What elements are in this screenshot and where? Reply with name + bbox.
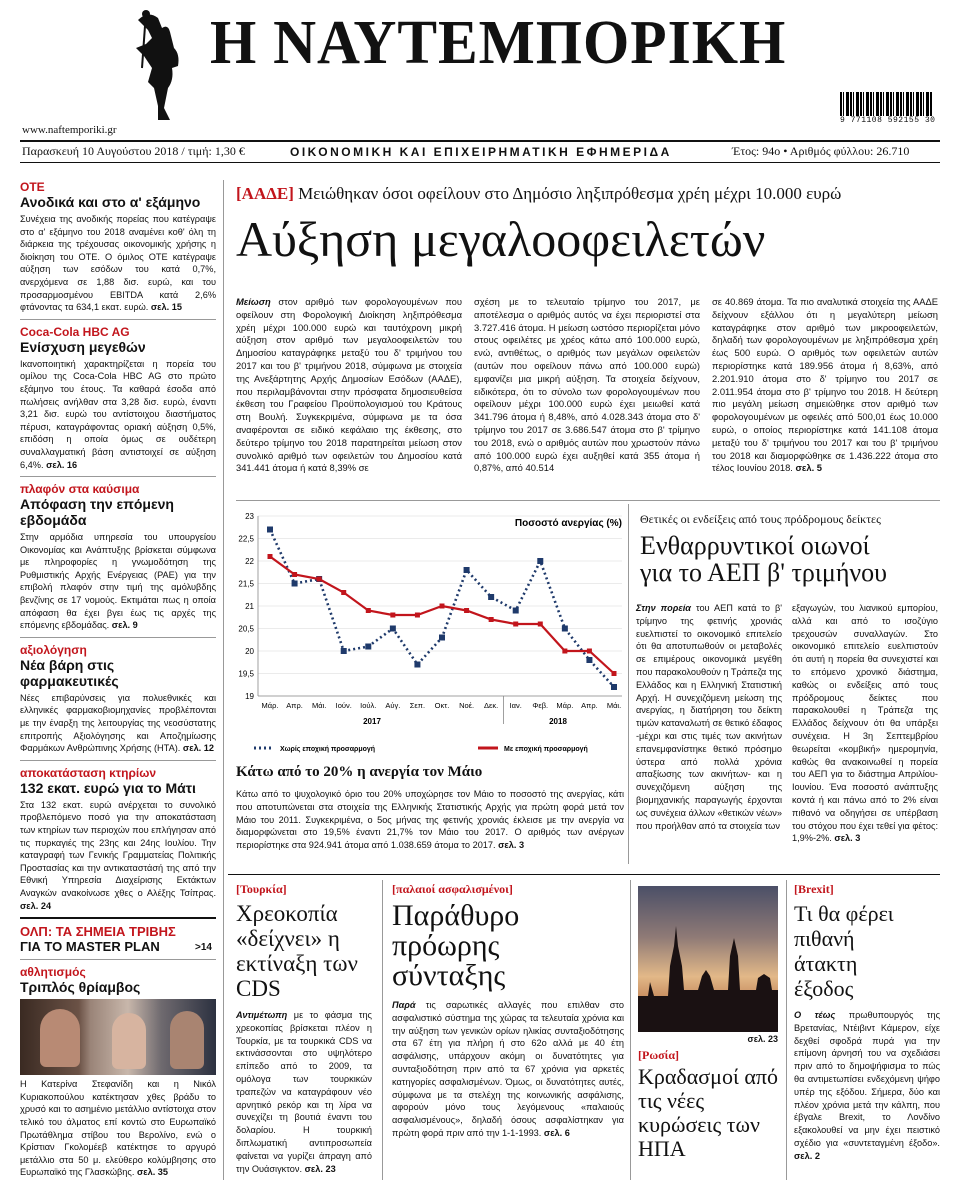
story-tag: [Brexit] — [794, 882, 834, 896]
series-2-point — [341, 590, 346, 595]
story-body: Ικανοποιητική χαρακτηρίζεται η πορεία του ομίλου της Coca-Cola HBC AG στο πρώτο εξάμηνο του έτους. Τα καθαρά έσοδα από πωλήσεις ανήλθαν στα 3,28 δισ. ευρώ, έναντι 3,21 δισ. ευρώ του αντίστοιχου διαστήματος πέρυσι, καταγράφοντας οριακή αύξηση 0,5%, επιδόση η οποία όμως σε ουδέτερη συναλλαγματική βάση αντιστοιχεί σε αύξηση 6,4%. σελ. 16 — [20, 358, 216, 470]
story-turkey[interactable] — [236, 882, 372, 1175]
y-tick-label: 21 — [245, 602, 254, 611]
story-body: Νέες επιβαρύνσεις για πολυεθνικές και ελληνικές φαρμακοβιομηχανίες προβλέπονται με την έναρξη της λειτουργίας της νεοσύστατης επιτροπής Αξιολόγησης και Αποζημίωσης Φαρμάκων Ανθρώπινης Χρήσης (ΗΤΑ). σελ. 12 — [20, 692, 216, 754]
story-mati[interactable] — [20, 766, 216, 912]
story-body: Παρά τις σαρωτικές αλλαγές που επιλθαν στο ασφαλιστικό σύστημα της χώρας τα τελευταία χρόνια και την αύξηση των γενικών ορίων ηλικίας συνταξιοδότησης στα 67 έτη για πλήρη ή στο 62ο αλλά με 40 έτη ασφάλισης, υπάρχουν ακόμη οι δυνατότητες για συνταξιοδότηση πριν από τα 67 χρόνια για αρκετές κατηγορίες ασφαλισμένων. Όμως, οι δυνατότητες αυτές, σύμφωνα με τα στελέχη της κοινωνικής ασφάλισης, αφορούν μόνο τους λεγόμενους «παλαιούς ασφαλισμένους», δηλαδή όσους ασφαλίστηκαν για πρώτη φορά πριν από την 1-1-1993. σελ. 6 — [392, 1000, 624, 1138]
series-2-point — [489, 617, 494, 622]
series-1-point — [611, 684, 617, 690]
y-tick-label: 20 — [245, 647, 254, 656]
x-tick-label: Οκτ. — [434, 701, 450, 710]
series-1-point — [414, 662, 420, 668]
series-1-point — [439, 635, 445, 641]
story-pension[interactable] — [392, 882, 624, 1140]
olp-line1: ΟΛΠ: ΤΑ ΣΗΜΕΙΑ ΤΡΙΒΗΣ — [20, 924, 176, 940]
headline: 132 εκατ. ευρώ για το Μάτι — [20, 779, 196, 796]
section-label: αποκατάσταση κτηρίων — [20, 765, 157, 780]
photo-page-ref: σελ. 23 — [747, 1034, 778, 1044]
website-url[interactable]: www.naftemporiki.gr — [22, 124, 117, 136]
x-tick-label: Ιαν. — [509, 701, 522, 710]
masthead-rule-bottom — [20, 162, 940, 163]
masthead-tagline: ΟΙΚΟΝΟΜΙΚΗ ΚΑΙ ΕΠΙΧΕΙΡΗΜΑΤΙΚΗ ΕΦΗΜΕΡΙΔΑ — [290, 145, 672, 159]
story-ote[interactable] — [20, 180, 216, 314]
series-2-point — [317, 577, 322, 582]
series-1-point — [488, 594, 494, 600]
series-1-point — [341, 648, 347, 654]
section-label: ΟΤΕ — [20, 180, 45, 194]
aep-col-2: εξαγωγών, του λιανικού εμπορίου, αλλά και από το ισοζύγιο τρεχουσών συναλλαγών. Στο οικονομικό επιτελείο ευελπιστούν ότι αυτή η πορεία θα συνεχιστεί και το επόμενο χρονικό διάστημα, καθώς οι ενδείξεις από τους πρόδρομους δείκτες που παρακολουθεί η Τράπεζα της Ελλάδος δείχνουν ότι θα υπάρξει συνέχεια. Η 3η Σεπτεμβρίου θεωρείται «κομβική» ημερομηνία, καθώς θα ανακοινωθεί η πορεία του ΑΕΠ για το διάστημα Απριλίου-Ιουνίου. Ένα ποσοστό ανάπτυξης κοντά ή και πάνω από το 2% είναι πιθανό να οδηγήσει σε υπέρβαση του στόχου που έχει τεθεί για φέτος: 1,9%-2%. σελ. 3 — [792, 603, 938, 844]
series-2-point — [268, 554, 273, 559]
series-1-point — [537, 558, 543, 564]
y-tick-label: 22 — [245, 557, 254, 566]
section-label: αξιολόγηση — [20, 642, 87, 657]
story-olp[interactable] — [20, 924, 216, 954]
story-brexit[interactable] — [794, 882, 940, 1163]
main-col-3: σε 40.869 άτομα. Τα πιο αναλυτικά στοιχεία της ΑΑΔΕ δείχνουν εξάλλου ότι η μεγαλύτερη μείωση καταγράφηκε στον αριθμό των μικροοφειλετών, δηλαδή των φορολογουμένων με ληξιπρόθεσμα χρέη έως 500 ευρώ. Ο αριθμός των οφειλετών αυτών περιορίστηκε κατά 189.956 άτομα ή 8,63%, από 2.201.910 άτομα στο δ' τρίμηνο του 2017 σε 2.011.954 άτομα στο β' τρίμηνο του 2018. Η δεύτερη πιο μεγάλη μείωση σημειώθηκε στον αριθμό των φορολογουμένων με οφειλές από 500,01 έως 10.000 ευρώ, ο οποίος περιορίστηκε κατά 141.108 άτομα μεταξύ του δ' τριμήνου του 2017 και του β' τριμήνου του 2018 και διαμορφώθηκε σε 1.436.222 άτομα στο τέλος Ιουνίου 2018. σελ. 5 — [712, 296, 938, 474]
year-label-2017: 2017 — [363, 717, 381, 726]
main-col-1: Μείωση στον αριθμό των φορολογουμένων που οφείλουν στη Φορολογική Διοίκηση ληξιπρόθεσμα χρέη μέχρι 100.000 ευρώ και ταυτόχρονη μικρή αύξηση στον αριθμό των μεγαλοοφειλετών του Δημοσίου καταγράφηκε μεταξύ του δ' τριμήνου του 2017 και του β' τριμήνου 2018, σύμφωνα με στοιχεία της Ανεξάρτητης Αρχής Δημοσίων Εσόδων (ΑΑΔΕ), που περιλαμβάνονται στην πρόσφατα δημοσιευθείσα έκθεση του Γραφείου Προϋπολογισμού του Κράτους στη Βουλή. Συγκεκριμένα, σύμφωνα με τα όσα αναφέρονται σε ειδικό κεφάλαιο της έκθεσης, στο δεύτερο τρίμηνο του 2018 παρατηρείται μείωση στον συνολικό αριθμό των οφειλετών του Δημοσίου κατά 341.441 άτομα ή κατά 8,39% σε — [236, 296, 462, 474]
y-tick-label: 19 — [245, 692, 254, 701]
story-russia[interactable] — [638, 886, 778, 1161]
section-label: Coca-Cola HBC AG — [20, 324, 130, 339]
legend-label-2: Με εποχική προσαρμογή — [504, 746, 588, 753]
year-label-2018: 2018 — [549, 717, 567, 726]
x-tick-label: Μάρ. — [556, 701, 574, 710]
series-1-point — [267, 527, 273, 533]
series-2-point — [415, 613, 420, 618]
athletes-photo — [20, 999, 216, 1075]
story-body: Συνέχεια της ανοδικής πορείας που κατέγραψε στο α' εξάμηνο του 2018 αναμένει κοθ' όλη τη διάρκεια της τρέχουσας οικονομικής χρήσης η διοίκηση του ΟΤΕ. Ο όμιλος ΟΤΕ κατέγραψε αύξηση των εσόδων του κατά 0,7%, ανερχόμενα σε 1,88 δισ. ευρώ, και του προσαρμοσμένου EBITDA κατά 2,6% φτάνοντας τα 634,1 εκατ. ευρώ. σελ. 15 — [20, 214, 216, 313]
series-2-point — [513, 622, 518, 627]
story-body: Στην αρμόδια υπηρεσία του υπουργείου Οικονομίας και Ανάπτυξης βρίσκεται σύμφωνα με πληροφορίες η γνωμοδότηση της Ρυθμιστικής Αρχής Ενέργειας (ΡΑΕ) για την επιβολή πλαφόν στην τιμή της αμόλυβδης βενζίνης σε 17 νομούς. Εκτιμάται πως η οποία απόφαση θα έχει βγει έως τις αρχές της επόμενης εβδομάδας. σελ. 9 — [20, 532, 216, 631]
series-2-point — [612, 671, 617, 676]
barcode — [840, 92, 932, 116]
unemployment-chart — [230, 504, 630, 754]
series-2-point — [440, 604, 445, 609]
series-2-point — [538, 622, 543, 627]
y-tick-label: 23 — [245, 512, 254, 521]
series-2-point — [366, 608, 371, 613]
series-1-point — [586, 657, 592, 663]
x-tick-label: Μάι. — [606, 701, 622, 710]
x-tick-label: Ιούν. — [335, 701, 352, 710]
story-headline: Τι θα φέρει πιθανή άτακτη έξοδος — [794, 901, 894, 1001]
story-headline: Χρεοκοπία «δείχνει» η εκτίναξη των CDS — [236, 901, 358, 1001]
aep-col-1: Στην πορεία του ΑΕΠ κατά το β' τρίμηνο της φετινής χρονιάς ευελπιστεί το οικονομικό επιτελείο ότι θα αποτυπωθούν οι μεταβολές σε επιμέρους οικονομικά μεγέθη που παρακολουθούν η Τράπεζα της Ελλάδος και η Ελληνική Στατιστική Αρχή. Η συνεχιζόμενη μείωση της ανεργίας, η διατήρηση του δείκτη τιμών καταναλωτή σε θετικό έδαφος -μέχρι και στις τιμές των ακινήτων επανεμφανίστηκε θετικό πρόσημο ύστερα από πολλά χρόνια απαξίωσης των ακινήτων- και η συνεχιζόμενη αύξηση της βιομηχανικής παραγωγής έρχονται ως συνέχεια άλλων «θετικών νέων» που προήλθαν από τα στοιχεία των — [636, 603, 782, 831]
main-col-2: σχέση με το τελευταίο τρίμηνο του 2017, με αποτέλεσμα ο αριθμός αυτός να έχει περιοριστεί στα 3.727.416 άτομα. Η μείωση ωστόσο περιορίζεται μόνο στους οφειλέτες με χρέος κάτω από 100.000 ευρώ, ενώ, αντιθέτως, ο αριθμός των μεγάλων οφειλετών (αυτών που οφείλουν πάνω από 100.000 ευρώ) εμφανίζει μια μικρή αύξηση. Τα στοιχεία δείχνουν, ειδικότερα, ότι το σύνολο των φορολογουμένων που οφείλουν μέχρι 100.000 ευρώ έχει μειωθεί κατά 341.796 άτομα ή 8,48%, από 4.028.343 άτομα στο δ' τρίμηνο του 2017 σε 3.686.547 άτομα στο β' τρίμηνο του 2018, ενώ ο αριθμός αυτών που χρωστούν πάνω από 100.000 ευρώ έχει αυξηθεί κατά 355 άτομα ή 0,87%, από 40.514 — [474, 296, 700, 474]
main-headline[interactable]: Αύξηση μεγαλοοφειλετών — [236, 211, 766, 267]
series-1-point — [365, 644, 371, 650]
issue-date-price: Παρασκευή 10 Αυγούστου 2018 / τιμή: 1,30 € — [22, 144, 245, 158]
legend-label-1: Χωρίς εποχική προσαρμογή — [280, 746, 376, 753]
story-headline: Παράθυρο πρόωρης σύνταξης — [392, 899, 520, 992]
x-tick-label: Σεπ. — [409, 701, 426, 710]
chart-story-body: Κάτω από το ψυχολογικό όριο του 20% υποχώρησε τον Μάιο το ποσοστό της ανεργίας, κάτι που αποτυπώνεται στα στοιχεία της Ελληνικής Στατιστικής Αρχής για πρώτη φορά μετά τον Μάιο του 2011. Συγκεκριμένα, ο 5ος μήνας της φετινής χρονιάς έκλεισε με την ανεργία να διαμορφώνεται στο 19,5% έναντι 21,7% τον Μάιο του 2017. Ο αριθμός των ανέργων περιορίστηκε στα 924.941 άτομα από 1.038.659 άτομα το 2017. σελ. 3 — [236, 789, 624, 851]
hermes-logo-icon — [128, 8, 198, 126]
headline: Ανοδικά και στο α' εξάμηνο — [20, 194, 201, 210]
issue-year-number: Έτος: 94ο • Αριθμός φύλλου: 26.710 — [732, 144, 910, 158]
x-tick-label: Ιούλ. — [360, 701, 377, 710]
section-label: πλαφόν στα καύσιμα — [20, 482, 140, 497]
masthead-rule — [20, 140, 940, 142]
series-2-point — [390, 613, 395, 618]
aep-kicker: Θετικές οι ενδείξεις από τους πρόδρομους δείκτες — [640, 512, 881, 526]
chart-title: Ποσοστό ανεργίας (%) — [514, 518, 622, 529]
x-tick-label: Φεβ. — [532, 701, 549, 710]
y-tick-label: 19,5 — [238, 669, 254, 679]
headline: Τριπλός θρίαμβος — [20, 979, 141, 996]
series-1-point — [562, 626, 568, 632]
x-tick-label: Απρ. — [581, 701, 598, 710]
series-2-point — [464, 608, 469, 613]
series-2-point — [587, 649, 592, 654]
kremlin-photo — [638, 886, 778, 1032]
series-2-point — [562, 649, 567, 654]
olp-line2: ΓΙΑ ΤΟ MASTER PLAN — [20, 939, 160, 955]
story-pharma[interactable] — [20, 643, 216, 755]
chart-svg — [230, 504, 630, 754]
x-tick-label: Μάρ. — [261, 701, 279, 710]
series-1-point — [464, 567, 470, 573]
x-tick-label: Δεκ. — [484, 701, 499, 710]
story-body: Στα 132 εκατ. ευρώ ανέρχεται το συνολικό προβλεπόμενο ποσό για την αποκατάσταση των κτηρίων των περιοχών που επλήγησαν από τις πυρκαγιές της 23ης και 24ης Ιουλίου. Την καταγραφή των Γενικής Γραμματείας Πολιτικής Προστασίας και την αντικαταστάσή της από την Εθνική Υπηρεσία Διαχείρισης Εκτάκτων Αναγκών ανακοίνωσε χθες ο Αλέξης Τσίπρας. σελ. 24 — [20, 799, 216, 911]
story-body: Ο τέως πρωθυπουργός της Βρετανίας, Ντέιβιντ Κάμερον, είχε δεχθεί σφοδρά πυρά για την επίμονη άρνησή του να σχεδιάσει πριν από το δημοψήφισμα το πώς θα αντιμετωπίσει ενδεχόμενη ψήφο υπέρ της εξόδου. Σήμερα, δύο και πλέον χρόνια μετά την κάλπη, που έβγαλε Brexit, το Λονδίνο εξακολουθεί να μην έχει πειστικό σχέδιο για «συντεταγμένη έξοδο». σελ. 2 — [794, 1010, 940, 1161]
main-kicker: [ΑΑΔΕ] Μειώθηκαν όσοι οφείλουν στο Δημόσιο ληξιπρόθεσμα χρέη μέχρι 10.000 ευρώ — [236, 184, 842, 203]
series-line-2 — [270, 557, 614, 674]
y-tick-label: 21,5 — [238, 579, 254, 589]
story-tag: [παλαιοί ασφαλισμένοι] — [392, 882, 513, 896]
headline: Νέα βάρη στις φαρμακευτικές — [20, 656, 119, 689]
barcode-number: 9 771108 592155 30 — [840, 116, 936, 125]
left-column — [20, 180, 216, 1179]
chart-story-title[interactable]: Κάτω από το 20% η ανεργία τον Μάιο — [236, 764, 483, 780]
story-athletics[interactable] — [20, 965, 216, 1179]
story-headline: Κραδασμοί από τις νέες κυρώσεις των ΗΠΑ — [638, 1064, 778, 1161]
headline: Απόφαση την επόμενη εβδομάδα — [20, 496, 174, 529]
x-tick-label: Απρ. — [286, 701, 303, 710]
y-tick-label: 22,5 — [238, 534, 254, 544]
x-tick-label: Μάι. — [311, 701, 327, 710]
section-label: αθλητισμός — [20, 965, 86, 980]
story-coca-cola[interactable] — [20, 325, 216, 471]
left-column-divider — [223, 180, 224, 1180]
x-tick-label: Αύγ. — [385, 701, 401, 710]
series-1-point — [390, 626, 396, 632]
olp-page-ref: >14 — [195, 942, 212, 954]
y-tick-label: 20,5 — [238, 624, 254, 634]
story-body: Αντιμέτωπη με το φάσμα της χρεοκοπίας βρίσκεται πλέον η Τουρκία, με τα τουρκικά CDS να εκτινάσσονται στο υψηλότερο επίπεδο από το 2009, τα ομόλογα των τουρκικών τραπεζών να καταγράφουν νέο αρνητικό ρεκόρ και τη λίρα να συνεχίζει τη βουτιά έναντι του δολαρίου. Η τουρκική διπλωματική αντιπροσωπεία φαίνεται να γυρίζει άπραγη από την Ουάσιγκτον. σελ. 23 — [236, 1010, 372, 1174]
series-1-point — [513, 608, 519, 614]
story-tag: [Ρωσία] — [638, 1048, 680, 1062]
headline: Ενίσχυση μεγεθών — [20, 338, 146, 355]
story-body: Η Κατερίνα Στεφανίδη και η Νικόλ Κυριακοπούλου κατέκτησαν χθες βράδυ το χρυσό και το ασημένιο μετάλλιο αντίστοιχα στον τελικό του άλματος επί κοντώ στο Ευρωπαϊκό Πρωτάθλημα στίβου του Βερολίνο, ενώ ο Κρίστιαν Γκολομέεβ κατέκτησε το αργυρό μετάλλιο στα 50 μ. ελεύθερο κολύμβησης στο Ευρωπαϊκό της Γλασκώβης. σελ. 35 — [20, 1079, 216, 1178]
masthead-title: Η ΝΑΥΤΕΜΠΟΡΙΚΗ — [210, 9, 787, 77]
story-tag: [Τουρκία] — [236, 882, 287, 896]
series-1-point — [292, 581, 298, 587]
series-2-point — [292, 572, 297, 577]
x-tick-label: Νοέ. — [459, 701, 475, 710]
aep-headline[interactable]: Ενθαρρυντικοί οιωνοί για το ΑΕΠ β' τριμήνου — [640, 531, 888, 587]
story-fuel-cap[interactable] — [20, 482, 216, 632]
